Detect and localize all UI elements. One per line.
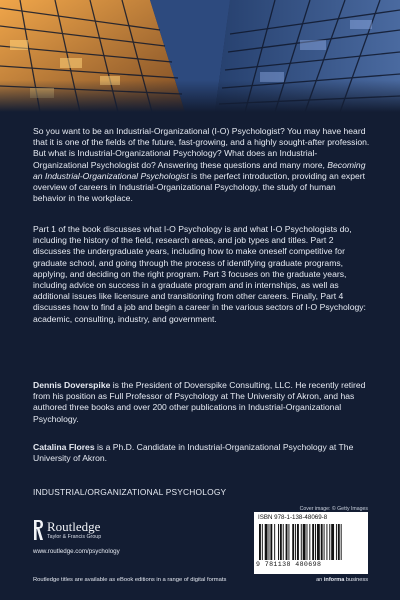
book-title: Becoming an Industrial-Organizational Psychologist	[33, 159, 366, 181]
subject-category: INDUSTRIAL/ORGANIZATIONAL PSYCHOLOGY	[33, 487, 227, 497]
cover-photo	[0, 0, 400, 112]
ebook-note: Routledge titles are available as eBook editions in a range of digital formats	[33, 577, 227, 583]
cover-image-credit: Cover image: © Getty Images	[299, 506, 368, 512]
routledge-r-icon	[33, 519, 44, 541]
author-bio-flores: Catalina Flores is a Ph.D. Candidate in Industrial-Organizational Psychology at The University of Akron.	[33, 442, 354, 464]
building-facade-image	[0, 0, 400, 112]
author-bio-doverspike: Dennis Doverspike is the President of Doverspike Consulting, LLC. He recently retired from his position as Full Professor of Psychology at The University of Akron, and has authored three books and over 200 other publications in Industrial-Organizational Psychology.	[33, 380, 366, 424]
description-parts: Part 1 of the book discusses what I-O Psychology is and what I-O Psychologists do, including the history of the field, research areas, and job types and titles. Part 2 discusses the undergraduate years, including how to make oneself competitive for graduate school, and going through the process of identifying graduate programs, applying, and deciding on the right program. Part 3 focuses on the graduate years, including advice on success in a graduate program and in internships, as well as additional issues like licensure and transitioning from other careers. Finally, Part 4 discusses how to find a job and begin a career in the various sectors of I-O Psychology: academic, consulting, industry, and government.	[33, 224, 366, 324]
isbn-label: ISBN 978-1-138-48069-8	[258, 514, 328, 521]
publisher-logo	[33, 519, 133, 545]
publisher-group: Taylor & Francis Group	[47, 534, 102, 540]
informa-business-tag: an informa business	[316, 577, 368, 583]
barcode-image	[259, 524, 363, 560]
publisher-name: Routledge	[47, 519, 101, 534]
publisher-website: www.routledge.com/psychology	[33, 548, 120, 555]
author-name: Dennis Doverspike	[33, 380, 111, 390]
description-intro: So you want to be an Industrial-Organizational (I-O) Psychologist? You may have heard that it is one of the fields of the future, fast-growing, and a highly sought-after profession. But what is Industrial-Organizational Psychology? What does an Industrial-Organizational Psychologist do? Answering these questions and many more, Becoming an Industrial-Organizational Psychologist is the perfect introduction, providing an expert overview of careers in Industrial-Organizational Psychology, the study of human behavior in the workplace.	[33, 126, 370, 204]
ean-digits: 9 781138 480698	[256, 561, 322, 568]
author-name: Catalina Flores	[33, 442, 95, 452]
isbn-barcode-box	[254, 512, 368, 574]
